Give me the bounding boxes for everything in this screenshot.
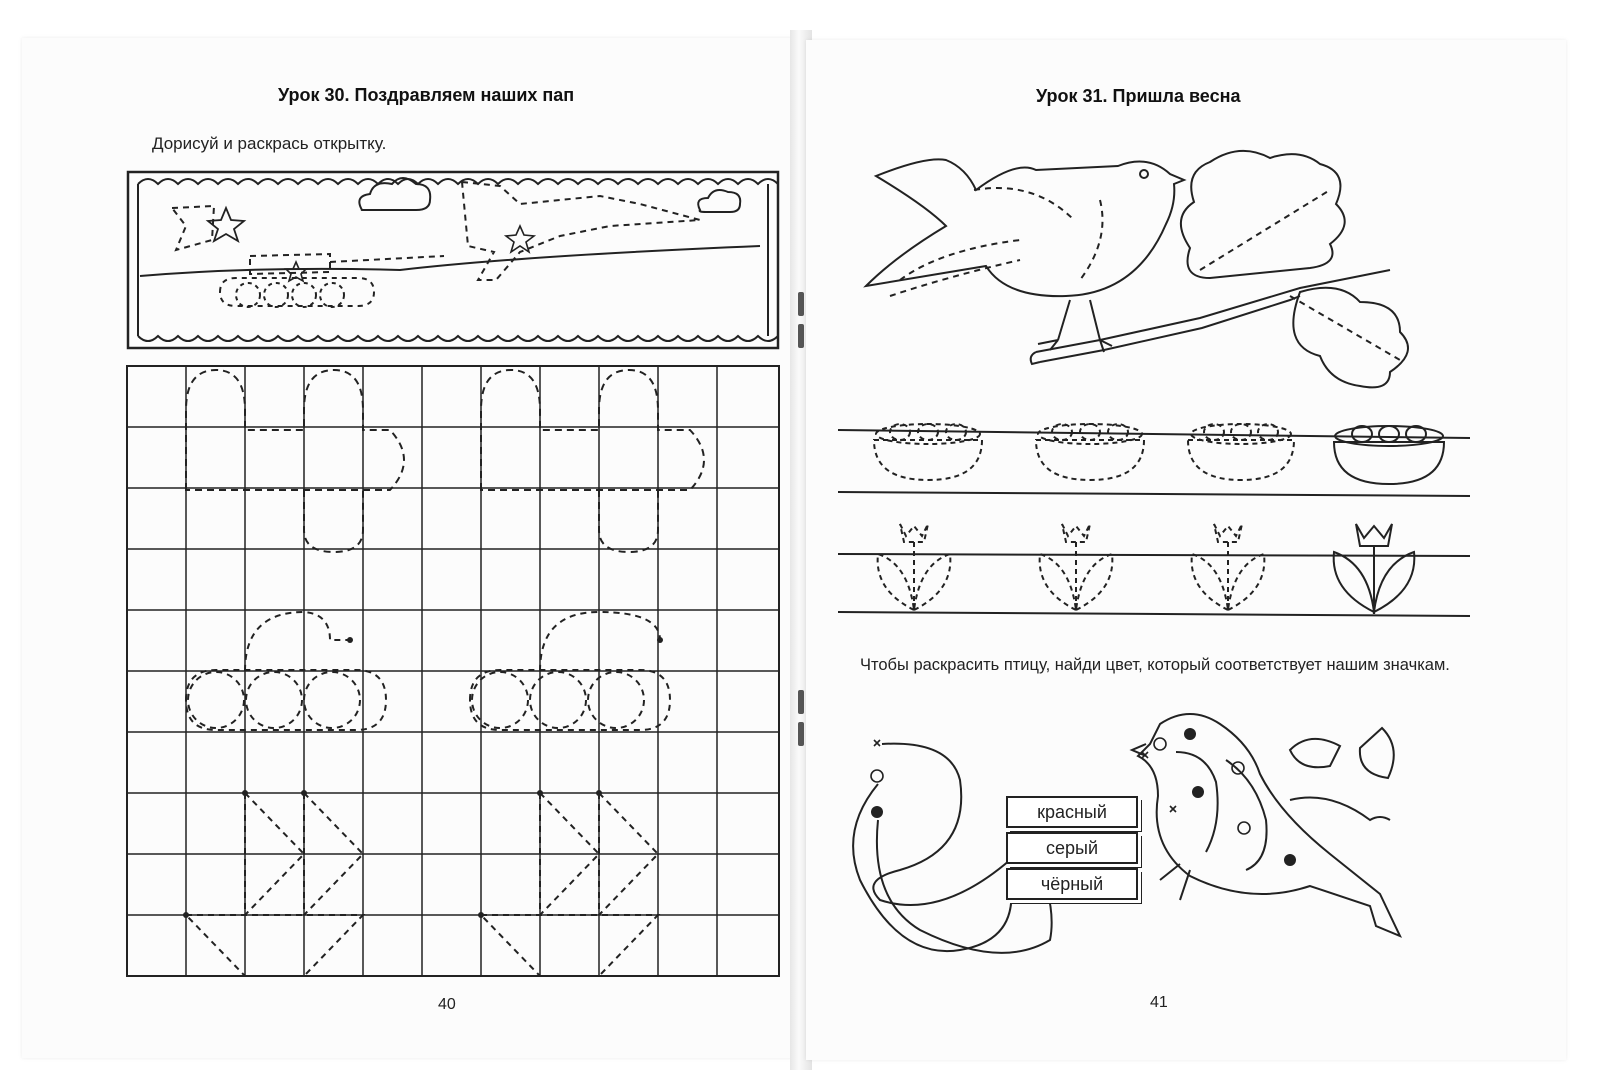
filled-circle-icon <box>1284 854 1296 866</box>
color-label-gray: серый <box>1006 832 1138 864</box>
page-number-right: 41 <box>1150 994 1168 1011</box>
left-page-title: Урок 30. Поздравляем наших пап <box>278 85 575 105</box>
tulip-icon <box>878 524 1265 612</box>
color-label-black: чёрный <box>1006 868 1138 900</box>
leaf-icon <box>1181 151 1345 278</box>
leaf-icon <box>1293 288 1408 388</box>
leaf-icon <box>1360 728 1394 778</box>
branch <box>1036 270 1390 352</box>
hollow-circle-icon <box>1232 762 1244 774</box>
color-label-red: красный <box>1006 796 1138 828</box>
bird-icon <box>866 159 1184 352</box>
leaf-icon <box>1290 739 1340 767</box>
maze-line <box>873 744 1010 905</box>
hollow-circle-icon <box>1154 738 1166 750</box>
right-page-instruction: Чтобы раскрасить птицу, найди цвет, который соответствует нашим значкам. <box>860 656 1450 674</box>
nest-icon <box>1334 426 1444 484</box>
page-number-left: 40 <box>438 996 456 1013</box>
filled-circle-icon <box>871 806 883 818</box>
hollow-circle-icon <box>1238 822 1250 834</box>
bird-icon <box>1132 714 1400 936</box>
filled-circle-icon <box>1192 786 1204 798</box>
left-page-instruction: Дорисуй и раскрась открытку. <box>152 134 387 153</box>
tulip-icon <box>1334 524 1415 614</box>
filled-circle-icon <box>1184 728 1196 740</box>
hollow-circle-icon <box>871 770 883 782</box>
cross-icon <box>1170 806 1176 812</box>
cross-icon <box>874 740 880 746</box>
right-page-title: Урок 31. Пришла весна <box>1036 86 1241 106</box>
